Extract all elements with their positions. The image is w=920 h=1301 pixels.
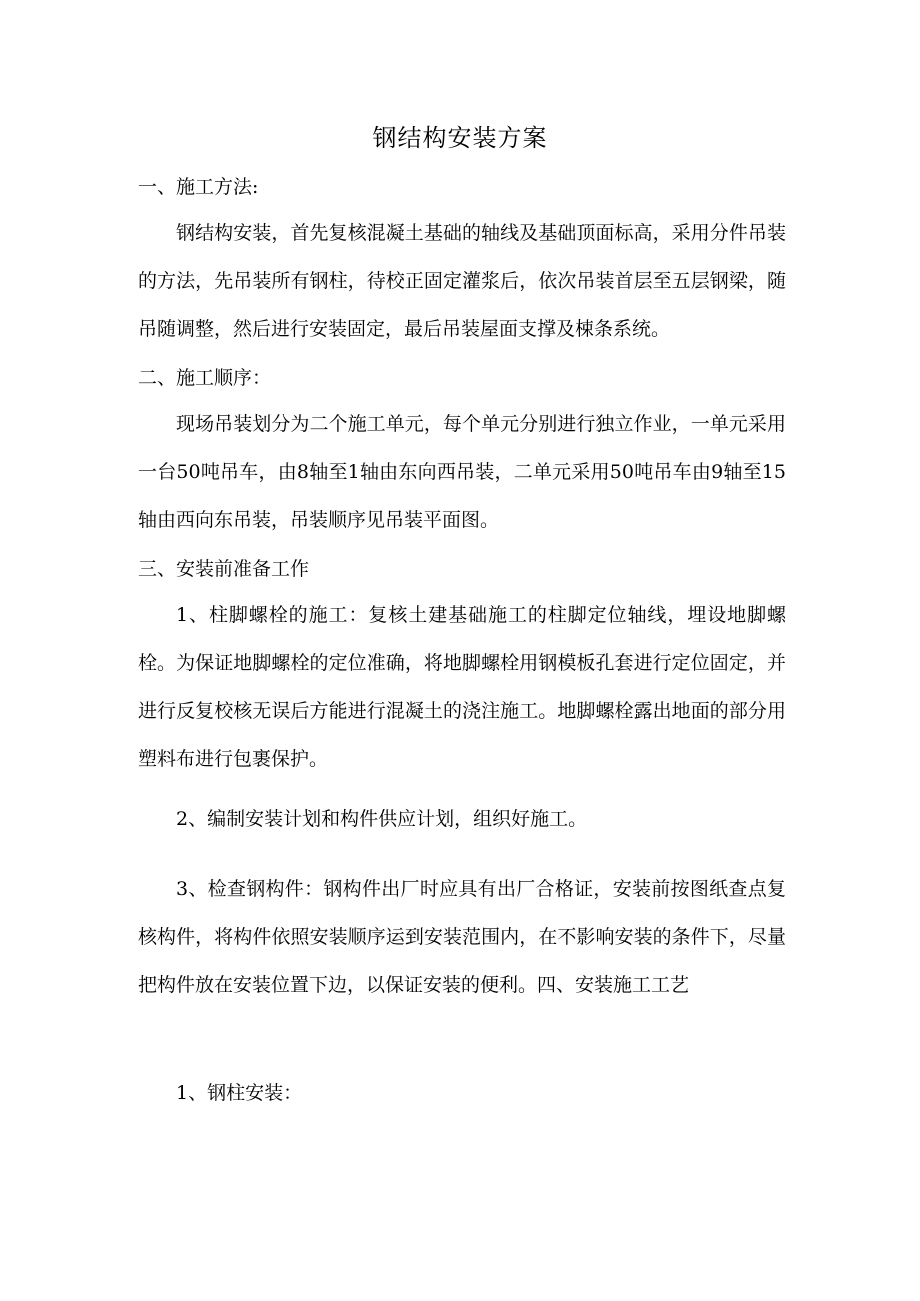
paragraph-construction-sequence: 现场吊装划分为二个施工单元，每个单元分别进行独立作业，一单元采用一台50吨吊车，由8轴至1轴由东向西吊装，二单元采用50吨吊车由9轴至15轴由西向东吊装，吊装顺序见吊装平面图。: [138, 413, 786, 531]
section-heading-construction-method: 一、施工方法:: [138, 176, 259, 198]
section-heading-construction-sequence: 二、施工顺序：: [138, 367, 272, 389]
paragraph-anchor-bolts: 1、柱脚螺栓的施工：复核土建基础施工的柱脚定位轴线，埋设地脚螺栓。为保证地脚螺栓的定位准确，将地脚螺栓用钢模板孔套进行定位固定，并进行反复校核无误后方能进行混凝土的浇注施工。地脚螺栓露出地面的部分用塑料布进行包裹保护。: [138, 604, 786, 770]
paragraph-column-installation: 1、钢柱安装：: [176, 1082, 303, 1104]
document-title: 钢结构安装方案: [372, 124, 548, 152]
paragraph-installation-plan: 2、编制安装计划和构件供应计划，组织好施工。: [176, 808, 588, 830]
paragraph-construction-method: 钢结构安装，首先复核混凝土基础的轴线及基础顶面标高，采用分件吊装的方法，先吊装所有钢柱，待校正固定灌浆后，依次吊装首层至五层钢梁，随吊随调整，然后进行安装固定，最后吊装屋面支撑及梀条系统。: [138, 222, 786, 340]
section-heading-preparation: 三、安装前准备工作: [138, 558, 310, 580]
paragraph-check-components: 3、检查钢构件：钢构件出厂时应具有出厂合格证，安装前按图纸查点复核构件，将构件依照安装顺序运到安装范围内，在不影响安装的条件下，尽量把构件放在安装位置下边，以保证安装的便利。四、安装施工工艺: [138, 878, 786, 996]
